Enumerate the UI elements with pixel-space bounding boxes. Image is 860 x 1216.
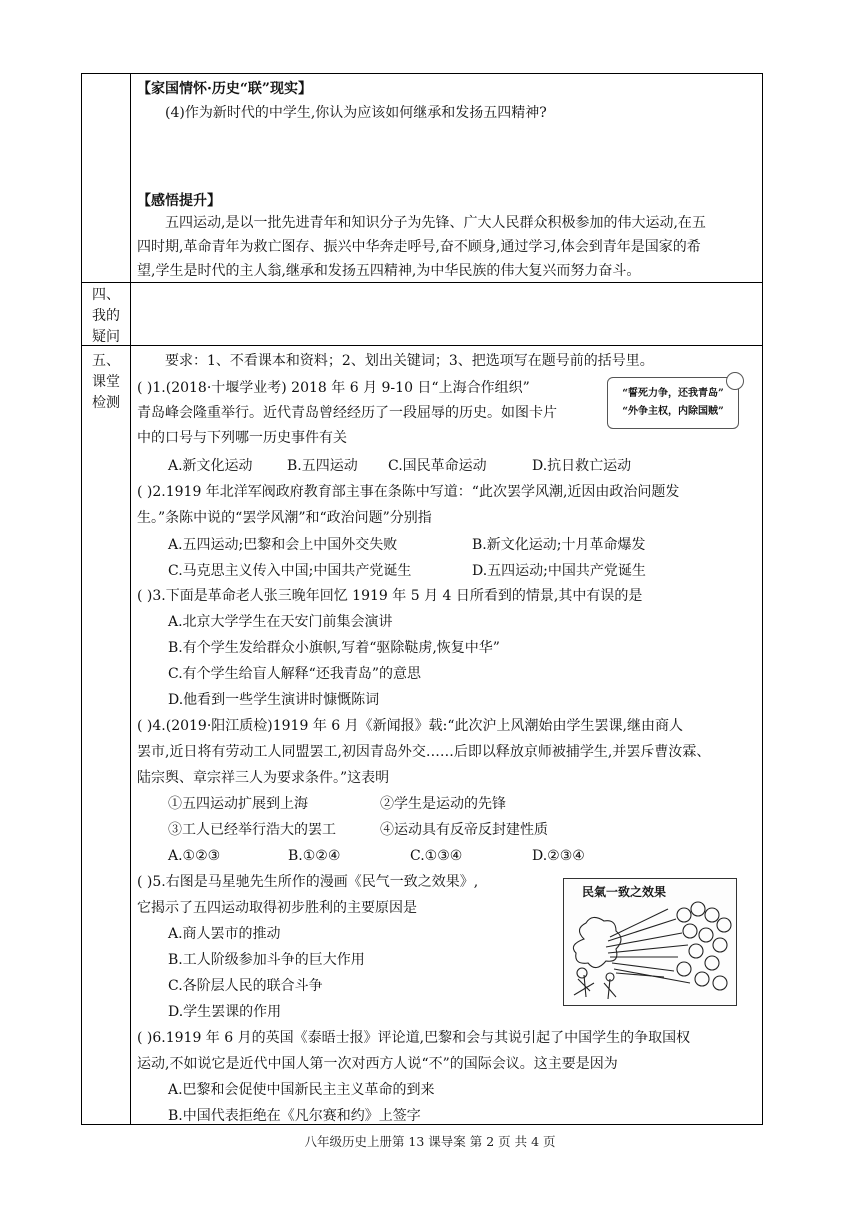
requirements-text: 要求：1、不看课本和资料；2、划出关键词；3、把选项写在题号前的括号里。 xyxy=(165,353,654,369)
q4-stem-line: ( )4.(2019·阳江质检)1919 年 6 月《新闻报》载:“此次沪上风潮始由学生罢课,继由商人 xyxy=(137,718,683,734)
q4-option: C.①③④ xyxy=(410,848,463,864)
q2-stem-line: ( )2.1919 年北洋军阀政府教育部主事在条陈中写道：“此次罢学风潮,近因由政治问题发 xyxy=(137,484,680,500)
q4-statement: ②学生是运动的先锋 xyxy=(380,796,506,812)
cartoon-title: 民氣一致之效果 xyxy=(582,885,667,899)
insight-paragraph-line: 五四运动,是以一批先进青年和知识分子为先锋、广大人民群众积极参加的伟大运动,在五 xyxy=(165,215,706,231)
q3-option: B.有个学生发给群众小旗帜,写着“驱除鞑虏,恢复中华” xyxy=(168,640,500,656)
row-divider xyxy=(82,282,762,283)
q6-stem-line: ( )6.1919 年 6 月的英国《泰晤士报》评论道,巴黎和会与其说引起了中国学生的争取国权 xyxy=(137,1030,691,1046)
page-footer: 八年级历史上册第 13 课导案 第 2 页 共 4 页 xyxy=(304,1134,556,1149)
q3-option: A.北京大学学生在天安门前集会演讲 xyxy=(168,614,393,630)
q6-option: B.中国代表拒绝在《凡尔赛和约》上签字 xyxy=(168,1108,421,1124)
row-divider xyxy=(82,345,762,346)
q5-option: A.商人罢市的推动 xyxy=(168,926,281,942)
q1-stem-line: ( )1.(2018·十堰学业考) 2018 年 6 月 9-10 日“上海合作组织” xyxy=(137,380,530,396)
q1-option: A.新文化运动 xyxy=(168,458,253,474)
q5-stem-line: 它揭示了五四运动取得初步胜利的主要原因是 xyxy=(137,900,417,916)
slogan-card xyxy=(607,377,739,429)
question-4: (4)作为新时代的中学生,你认为应该如何继承和发扬五四精神? xyxy=(165,105,547,121)
insight-paragraph-line: 望,学生是时代的主人翁,继承和发扬五四精神,为中华民族的伟大复兴而努力奋斗。 xyxy=(137,263,641,279)
q1-option: B.五四运动 xyxy=(287,458,358,474)
q4-statement: ③工人已经举行浩大的罢工 xyxy=(168,822,336,838)
column-divider xyxy=(130,74,131,1124)
q5-option: B.工人阶级参加斗争的巨大作用 xyxy=(168,952,365,968)
q3-option: D.他看到一些学生演讲时慷慨陈词 xyxy=(168,692,380,708)
heading-family-country: 【家国情怀·历史“联”现实】 xyxy=(137,81,312,97)
cartoon-image xyxy=(563,878,737,1006)
q2-option: D.五四运动;中国共产党诞生 xyxy=(472,563,646,579)
heading-insight: 【感悟提升】 xyxy=(137,193,221,209)
q2-option: A.五四运动;巴黎和会上中国外交失败 xyxy=(168,537,398,553)
q4-option: A.①②③ xyxy=(168,848,221,864)
q4-stem-line: 陆宗舆、章宗祥三人为要求条件。”这表明 xyxy=(137,770,390,786)
q1-stem-line: 中的口号与下列哪一历史事件有关 xyxy=(137,430,347,446)
q3-option: C.有个学生给盲人解释“还我青岛”的意思 xyxy=(168,666,421,682)
q1-option: D.抗日救亡运动 xyxy=(532,458,632,474)
q5-option: D.学生罢课的作用 xyxy=(168,1004,282,1020)
q4-statement: ①五四运动扩展到上海 xyxy=(168,796,308,812)
q1-option: C.国民革命运动 xyxy=(388,458,487,474)
q2-stem-line: 生。”条陈中说的“罢学风潮”和“政治问题”分别指 xyxy=(137,510,432,526)
q2-option: C.马克思主义传入中国;中国共产党诞生 xyxy=(168,563,412,579)
row-label-class-test: 五、 课堂 检测 xyxy=(92,353,120,411)
q4-option: B.①②④ xyxy=(288,848,341,864)
slogan-line: “誓死力争，还我青岛” xyxy=(622,388,724,399)
q1-stem-line: 青岛峰会隆重举行。近代青岛曾经经历了一段屈辱的历史。如图卡片 xyxy=(137,405,557,421)
insight-paragraph-line: 四时期,革命青年为救亡图存、振兴中华奔走呼号,奋不顾身,通过学习,体会到青年是国家的希 xyxy=(137,239,701,255)
q5-option: C.各阶层人民的联合斗争 xyxy=(168,978,323,994)
row-label-questions: 四、 我的 疑问 xyxy=(92,287,120,345)
q2-option: B.新文化运动;十月革命爆发 xyxy=(472,537,646,553)
q6-option: A.巴黎和会促使中国新民主主义革命的到来 xyxy=(168,1082,435,1098)
q3-stem-line: ( )3.下面是革命老人张三晚年回忆 1919 年 5 月 4 日所看到的情景,其中有误的是 xyxy=(137,588,643,604)
q4-option: D.②③④ xyxy=(532,848,585,864)
q6-stem-line: 运动,不如说它是近代中国人第一次对西方人说“不”的国际会议。这主要是因为 xyxy=(137,1056,618,1072)
q4-statement: ④运动具有反帝反封建性质 xyxy=(380,822,548,838)
slogan-line: “外争主权，内除国贼” xyxy=(622,406,724,417)
q5-stem-line: ( )5.右图是马星驰先生所作的漫画《民气一致之效果》, xyxy=(137,874,479,890)
q4-stem-line: 罢市,近日将有劳动工人同盟罢工,初因青岛外交……后即以释放京师被捕学生,并罢斥曹汝霖、 xyxy=(137,744,711,760)
